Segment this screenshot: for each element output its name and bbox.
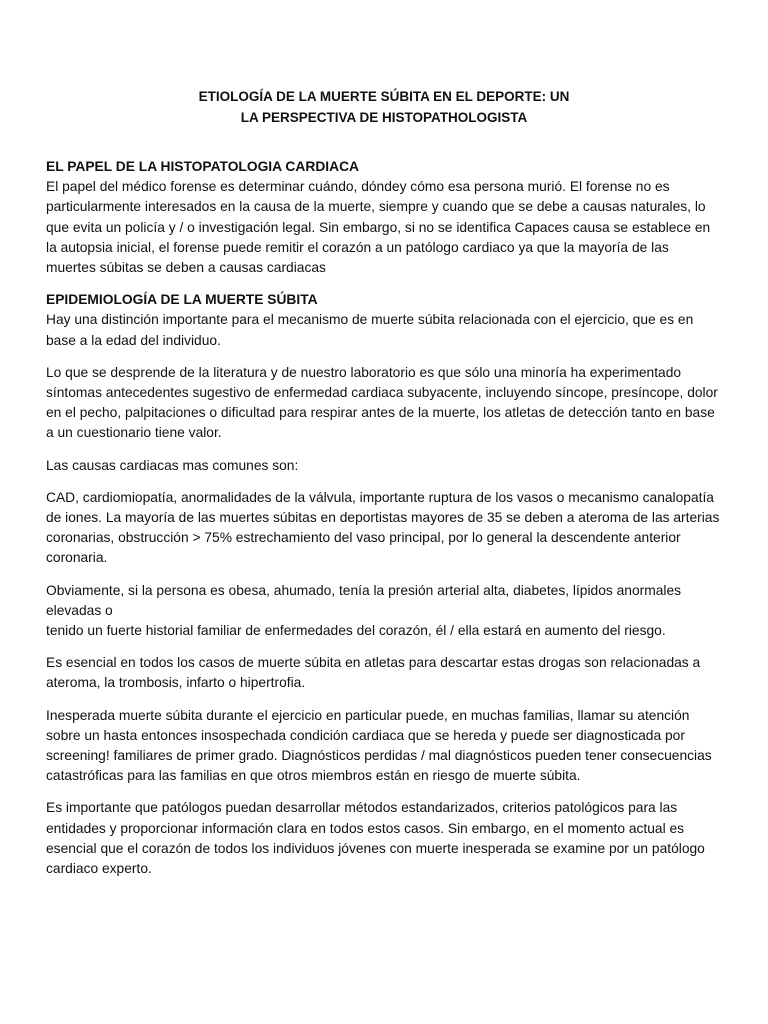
paragraph-drogas: Es esencial en todos los casos de muerte súbita en atletas para descartar estas drogas son relacionadas a ateroma, la trombosis, infarto o hipertrofia. [46,655,701,691]
paragraph-obesidad-line-a: Obviamente, si la persona es obesa, ahumado, tenía la presión arterial alta, diabetes, lípidos anormales elevadas o [46,582,682,618]
title-line-2: LA PERSPECTIVA DE HISTOPATHOLOGISTA [240,110,528,125]
paragraph-papel-forense: El papel del médico forense es determinar cuándo, dóndey cómo esa persona murió. El forense no es particularmente interesados en la causa de la muerte, siempre y cuando que se debe a causas naturales, lo que evita un policía y / o investigación legal. Sin embargo, si no se identifica Capaces causa se establece en la autopsia inicial, el forense puede remitir el corazón a un patólogo cardiaco ya que la mayoría de las muertes súbitas se deben a causas cardiacas [46,179,711,276]
paragraph-importante: Es importante que patólogos puedan desarrollar métodos estandarizados, criterios patológicos para las entidades y proporcionar información clara en todos estos casos. Sin embargo, en el momento actual es esencial que el corazón de todos los individuos jóvenes con muerte inesperada se examine por un patólogo cardiaco experto. [46,800,705,877]
paragraph-causas-comunes: Las causas cardiacas mas comunes son: [46,457,299,473]
section-heading-epidemiologia: EPIDEMIOLOGÍA DE LA MUERTE SÚBITA [46,292,318,308]
paragraph-epidemiologia: Hay una distinción importante para el mecanismo de muerte súbita relacionada con el ejercicio, que es en base a la edad del individuo. [46,312,694,348]
title-line-1: ETIOLOGÍA DE LA MUERTE SÚBITA EN EL DEPORTE: UN [198,89,570,104]
paragraph-literatura: Lo que se desprende de la literatura y de nuestro laboratorio es que sólo una minoría ha experimentado síntomas antecedentes sugestivo de enfermedad cardiaca subyacente, incluyendo síncope, presíncope, dolor en el pecho, palpitaciones o dificultad para respirar antes de la muerte, los atletas de detección tanto en base a un cuestionario tiene valor. [46,364,718,441]
paragraph-inesperada: Inesperada muerte súbita durante el ejercicio en particular puede, en muchas familias, llamar su atención sobre un hasta entonces insospechada condición cardiaca que se hereda y puede ser diagnosticada por screening! familiares de primer grado. Diagnósticos perdidas / mal diagnósticos pueden tener consecuencias catastróficas para las familias en que otros miembros están en riesgo de muerte súbita. [46,707,712,784]
paragraph-obesidad-line-b: tenido un fuerte historial familiar de enfermedades del corazón, él / ella estará en aumento del riesgo. [46,623,666,639]
document-body [46,157,722,891]
section-heading-histopatologia: EL PAPEL DE LA HISTOPATOLOGIA CARDIACA [46,159,360,174]
paragraph-cad: CAD, cardiomiopatía, anormalidades de la válvula, importante ruptura de los vasos o mecanismo canalopatía de iones. La mayoría de las muertes súbitas en deportistas mayores de 35 se deben a ateroma de las arterias coronarias, obstrucción > 75% estrechamiento del vaso principal, por lo general la descendente anterior coronaria. [46,489,720,566]
document-title [0,86,768,128]
